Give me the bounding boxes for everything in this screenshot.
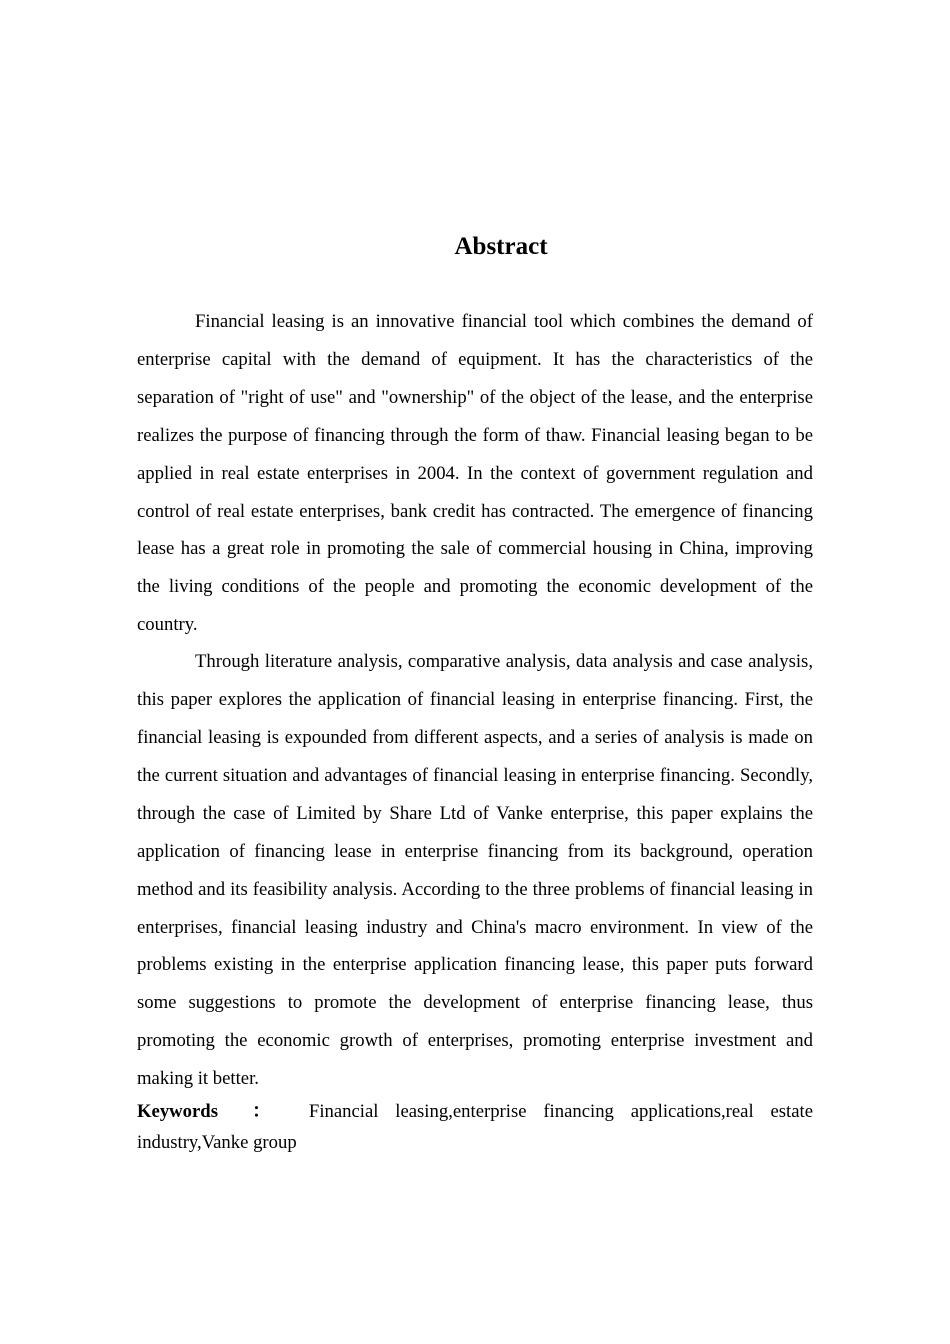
abstract-paragraph-2: Through literature analysis, comparative analysis, data analysis and case analysis, this paper explores the application of financial leasing in enterprise financing. First, the financial leasing is expounded from different aspects, and a series of analysis is made on the current situation and advantages of financial leasing in enterprise financing. Secondly, through the case of Limited by Share Ltd of Vanke enterprise, this paper explains the application of financing lease in enterprise financing from its background, operation method and its feasibility analysis. According to the three problems of financial leasing in enterprises, financial leasing industry and China's macro environment. In view of the problems existing in the enterprise application financing lease, this paper puts forward some suggestions to promote the development of enterprise financing lease, thus promoting the economic growth of enterprises, promoting enterprise investment and making it better.	[137, 651, 813, 1090]
abstract-paragraph-1: Financial leasing is an innovative financial tool which combines the demand of enterprise capital with the demand of equipment. It has the characteristics of the separation of "right of use" and "ownership" of the object of the lease, and the enterprise realizes the purpose of financing through the form of thaw. Financial leasing began to be applied in real estate enterprises in 2004. In the context of government regulation and control of real estate enterprises, bank credit has contracted. The emergence of financing lease has a great role in promoting the sale of commercial housing in China, improving the living conditions of the people and promoting the economic development of the country.	[137, 311, 813, 636]
keywords-separator: ：	[239, 1101, 283, 1123]
keywords-label: Keywords	[137, 1101, 218, 1123]
keywords-text: Financial leasing,enterprise financing applications,real estate industry,Vanke group	[137, 1101, 814, 1154]
abstract-body	[137, 303, 813, 1158]
page-title: Abstract	[454, 232, 548, 260]
keywords-line	[137, 1096, 813, 1158]
